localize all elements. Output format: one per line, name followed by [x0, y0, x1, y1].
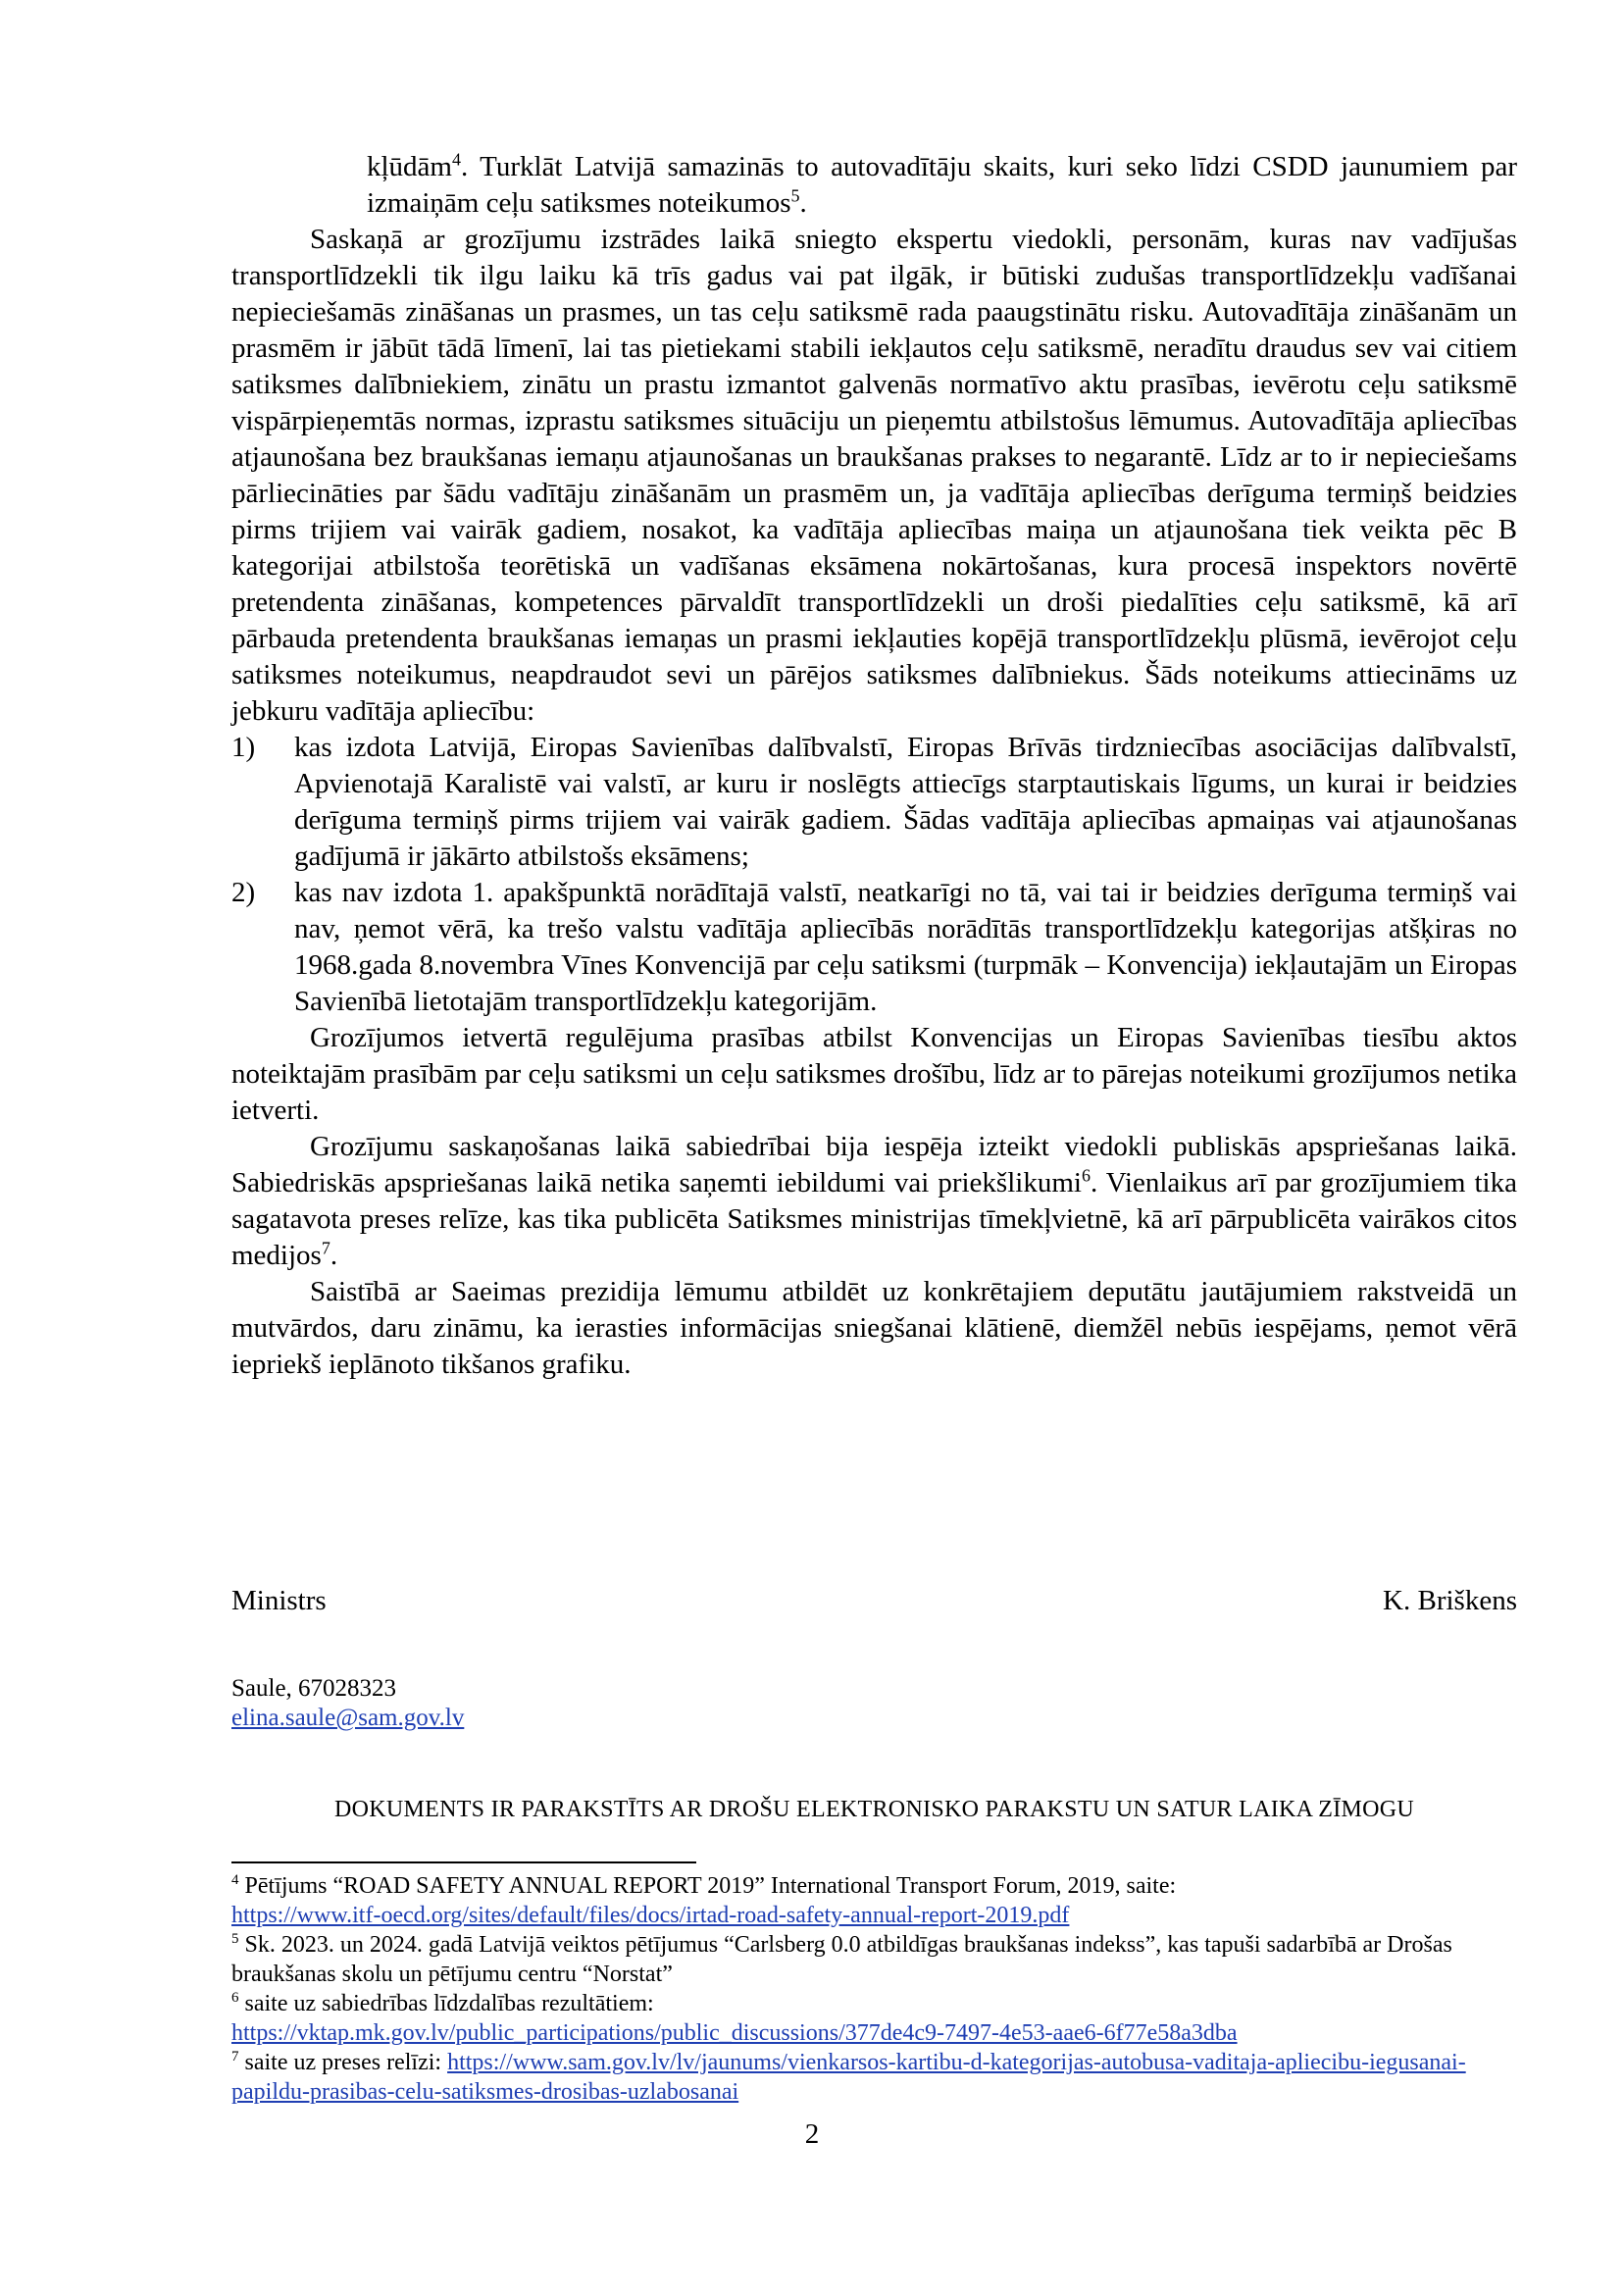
signer-name: K. Briškens: [1383, 1585, 1517, 1616]
paragraph-expert-opinion: Saskaņā ar grozījumu izstrādes laikā sniegto ekspertu viedokli, personām, kuras nav vadījušas transportlīdzekli tik ilgu laiku kā trīs gadus vai pat ilgāk, ir būtiski zudušas transportlīdzekļu vadīšanai nepieciešamās zināšanas un prasmes, un tas ceļu satiksmē rada paaugstinātu risku. Autovadītāja zināšanām un prasmēm ir jābūt tādā līmenī, lai tas pietiekami stabili iekļautos ceļu satiksmē, neradītu draudus sev vai citiem satiksmes dalībniekiem, zinātu un prastu izmantot galvenās normatīvo aktu prasības, ievērotu ceļu satiksmē vispārpieņemtās normas, izprastu satiksmes situāciju un pieņemtu atbilstošus lēmumus. Autovadītāja apliecības atjaunošana bez braukšanas iemaņu atjaunošanas un braukšanas prakses to negarantē. Līdz ar to ir nepieciešams pārliecināties par šādu vadītāju zināšanām un prasmēm un, ja vadītāja apliecības derīguma termiņš beidzies pirms trijiem vai vairāk gadiem, nosakot, ka vadītāja apliecības maiņa un atjaunošana tiek veikta pēc B kategorijai atbilstoša teorētiskā un vadīšanas eksāmena nokārtošanas, kura procesā inspektors novērtē pretendenta zināšanas, kompetences pārvaldīt transportlīdzekli un droši piedalīties ceļu satiksmē, kā arī pārbauda pretendenta braukšanas iemaņas un prasmi iekļauties kopējā transportlīdzekļu plūsmā, ievērojot ceļu satiksmes noteikumus, neapdraudot sevi un pārējos satiksmes dalībniekus. Šāds noteikums attiecināms uz jebkuru vadītāja apliecību:: [231, 224, 1517, 727]
signature-block: [231, 1583, 1517, 1619]
paragraph-consultation: Grozījumu saskaņošanas laikā sabiedrībai bija iespēja izteikt viedokli publiskās apspriešanas laikā. Sabiedriskās apspriešanas laikā netika saņemti iebildumi vai priekšlikumi$^6$. Vienlaikus arī par grozījumiem tika sagatavota preses relīze, kas tika publicēta Satiksmes ministrijas tīmekļvietnē, kā arī pārpublicēta vairākos citos medijos$^7$.: [231, 1131, 1517, 1271]
footnote-ref-7[interactable]: 7: [321, 1238, 330, 1258]
list-item: 2) kas nav izdota 1. apakšpunktā norādītajā valstī, neatkarīgi no tā, vai tai ir beidzies derīguma termiņš vai nav, ņemot vērā, ka trešo valstu vadītāja apliecībās norādītās transportlīdzekļu kategorijas atšķiras no 1968.gada 8.novembra Vīnes Konvencijā par ceļu satiksmi (turpmāk – Konvencija) iekļautajām un Eiropas Savienībā lietotajām transportlīdzekļu kategorijām.: [231, 877, 1517, 1017]
footnote-6-link[interactable]: https://vktap.mk.gov.lv/public_participations/public_discussions/377de4c9-7497-4e53-aae6-6f77e58a3dba: [231, 2020, 1238, 2046]
footnote-ref-4[interactable]: 4: [452, 149, 461, 170]
footnote-7: $^7$ saite uz preses relīzi: https://www.sam.gov.lv/lv/jaunums/vienkarsos-kartibu-d-kategorijas-autobusa-vaditaja-apliecibu-iegusanai-papildu-prasibas-celu-satiksmes-drosibas-uzlabosanai: [231, 2049, 1466, 2105]
contact-block: [231, 1674, 464, 1733]
page-number: 2: [804, 2118, 820, 2150]
footnote-4-link[interactable]: https://www.itf-oecd.org/sites/default/files/docs/irtad-road-safety-annual-report-2019.pdf: [231, 1903, 1070, 1928]
signer-title: Ministrs: [231, 1585, 327, 1616]
contact-line: Saule, 67028323: [231, 1675, 397, 1702]
body-text: [231, 149, 1517, 1383]
footnote-7-link[interactable]: https://www.sam.gov.lv/lv/jaunums/vienkarsos-kartibu-d-kategorijas-autobusa-vaditaja-apliecibu-iegusanai-papildu-prasibas-celu-satiksmes-drosibas-uzlabosanai: [231, 2050, 1466, 2105]
footnote-6: $^6$ saite uz sabiedrības līdzdalības rezultātiem: https://vktap.mk.gov.lv/public_participations/public_discussions/377de4c9-7497-4e53-aae6-6f77e58a3dba: [231, 1990, 1238, 2046]
footnote-4: $^4$ Pētījums “ROAD SAFETY ANNUAL REPORT 2019” International Transport Forum, 2019, saite: https://www.itf-oecd.org/sites/default/files/docs/irtad-road-safety-annual-report-2019.pdf: [231, 1872, 1177, 1928]
paragraph-regulation: Grozījumos ietvertā regulējuma prasības atbilst Konvencijas un Eiropas Savienības tiesību aktos noteiktajām prasībām par ceļu satiksmi un ceļu satiksmes drošību, līdz ar to pārejas noteikumi grozījumos netika ietverti.: [231, 1022, 1517, 1126]
paragraph-saeima: Saistībā ar Saeimas prezidija lēmumu atbildēt uz konkrētajiem deputātu jautājumiem rakstveidā un mutvārdos, daru zināmu, ka ierasties informācijas sniegšanai klātienē, diemžēl nebūs iespējams, ņemot vērā iepriekš ieplānoto tikšanos grafiku.: [231, 1276, 1517, 1380]
list-number: 2): [231, 877, 256, 908]
list-item: 1) kas izdota Latvijā, Eiropas Savienības dalībvalstī, Eiropas Brīvās tirdzniecības asociācijas dalībvalstī, Apvienotajā Karalistē vai valstī, ar kuru ir noslēgts attiecīgs starptautiskais līgums, un kurai ir beidzies derīguma termiņš pirms trijiem vai vairāk gadiem. Šādas vadītāja apliecības apmaiņas vai atjaunošanas gadījumā ir jākārto atbilstošs eksāmens;: [231, 732, 1517, 872]
signature-stamp-notice: DOKUMENTS IR PARAKSTĪTS AR DROŠU ELEKTRONISKO PARAKSTU UN SATUR LAIKA ZĪMOGU: [333, 1797, 1415, 1822]
footnote-ref-5[interactable]: 5: [790, 185, 800, 206]
footnote-5: $^5$ Sk. 2023. un 2024. gadā Latvijā veiktos pētījumus “Carlsberg 0.0 atbildīgas braukšanas indekss”, kas tapuši sadarbībā ar Drošas braukšanas skolu un pētījumu centru “Norstat”: [231, 1931, 1452, 1987]
footnotes: [231, 1871, 1517, 2107]
list-number: 1): [231, 732, 256, 763]
footnote-divider: [231, 1861, 696, 1863]
paragraph-continuation: kļūdām$^4$. Turklāt Latvijā samazinās to autovadītāju skaits, kuri seko līdzi CSDD jaunumiem par izmaiņām ceļu satiksmes noteikumos$^5$.: [367, 149, 1517, 219]
footnote-ref-6[interactable]: 6: [1081, 1165, 1091, 1186]
contact-email-link[interactable]: elina.saule@sam.gov.lv: [231, 1705, 465, 1731]
